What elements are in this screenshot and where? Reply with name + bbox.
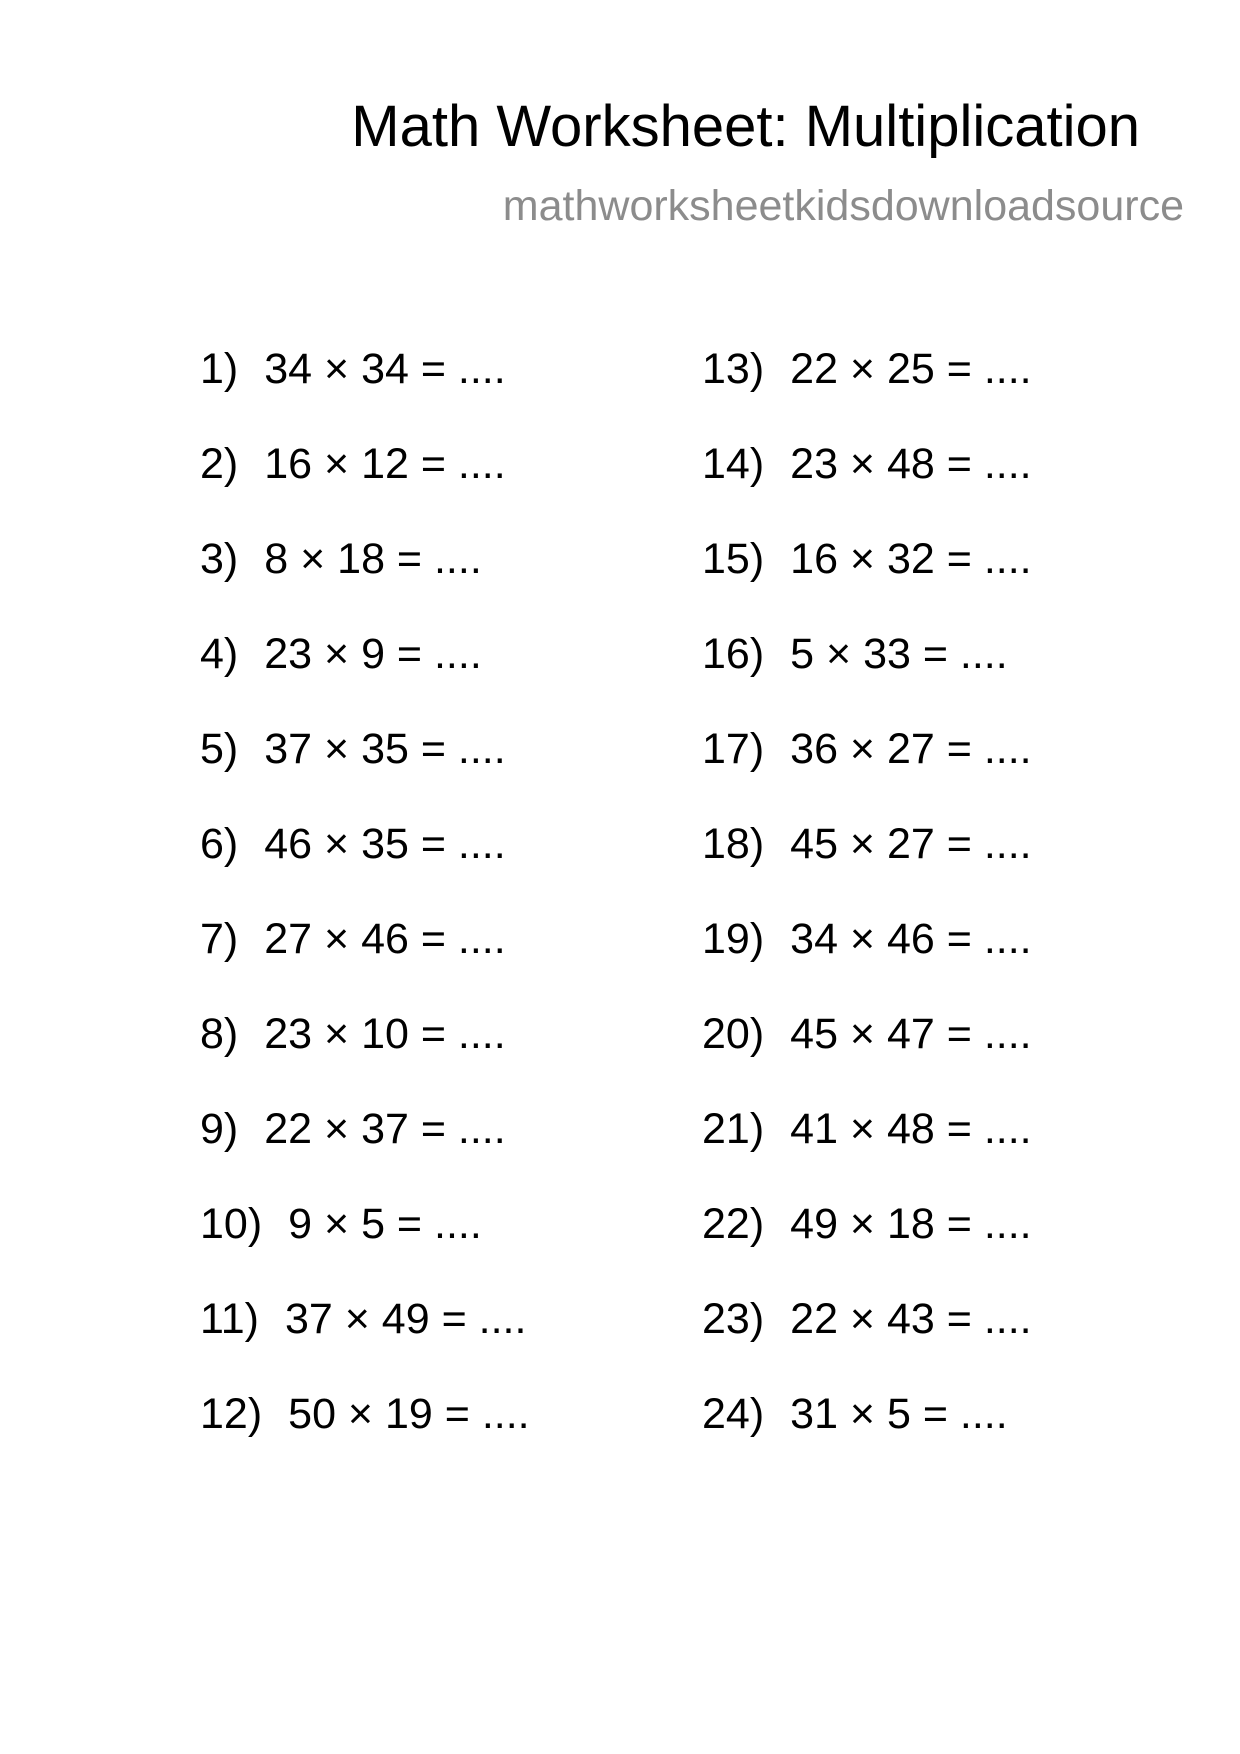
problem-number: 6) [200, 820, 239, 868]
problem-item [200, 1200, 530, 1298]
problem-item [200, 440, 530, 538]
problem-number: 8) [200, 1010, 239, 1058]
problem-item [702, 1390, 1032, 1488]
problem-expression: 34 × 34 = .... [264, 345, 506, 393]
problem-expression: 22 × 43 = .... [790, 1295, 1032, 1343]
problem-number: 17) [702, 725, 765, 773]
problem-expression: 22 × 37 = .... [264, 1105, 506, 1153]
problem-number: 24) [702, 1390, 765, 1438]
problem-item [702, 345, 1032, 443]
page-subtitle: mathworksheetkidsdownloadsource [502, 182, 1184, 230]
problem-expression: 31 × 5 = .... [790, 1390, 1008, 1438]
problem-expression: 9 × 5 = .... [288, 1200, 482, 1248]
problem-expression: 45 × 27 = .... [790, 820, 1032, 868]
problem-item [200, 725, 530, 823]
problem-item [200, 1390, 530, 1488]
page-title: Math Worksheet: Multiplication [351, 94, 1140, 159]
problem-expression: 41 × 48 = .... [790, 1105, 1032, 1153]
problem-number: 10) [200, 1200, 263, 1248]
problem-number: 4) [200, 630, 239, 678]
problem-item [702, 535, 1032, 633]
problem-item [702, 915, 1032, 1013]
problem-item [702, 820, 1032, 918]
problem-item [200, 1295, 530, 1393]
problem-number: 19) [702, 915, 765, 963]
problem-expression: 23 × 48 = .... [790, 440, 1032, 488]
problem-expression: 22 × 25 = .... [790, 345, 1032, 393]
problem-expression: 8 × 18 = .... [264, 535, 482, 583]
problem-expression: 34 × 46 = .... [790, 915, 1032, 963]
problem-expression: 16 × 32 = .... [790, 535, 1032, 583]
problem-item [702, 725, 1032, 823]
problem-number: 23) [702, 1295, 765, 1343]
problem-number: 11) [200, 1295, 259, 1343]
problem-item [702, 630, 1032, 728]
problem-number: 7) [200, 915, 239, 963]
problem-item [200, 820, 530, 918]
problem-expression: 36 × 27 = .... [790, 725, 1032, 773]
problem-expression: 27 × 46 = .... [264, 915, 506, 963]
problem-number: 13) [702, 345, 765, 393]
problem-number: 20) [702, 1010, 765, 1058]
problem-number: 12) [200, 1390, 263, 1438]
problem-item [200, 345, 530, 443]
problem-item [200, 1105, 530, 1203]
problem-number: 9) [200, 1105, 239, 1153]
problem-expression: 49 × 18 = .... [790, 1200, 1032, 1248]
problems-column-right [702, 345, 1032, 1488]
problem-number: 15) [702, 535, 765, 583]
problem-item [702, 1105, 1032, 1203]
problem-number: 3) [200, 535, 239, 583]
problem-item [200, 1010, 530, 1108]
problem-expression: 50 × 19 = .... [288, 1390, 530, 1438]
problem-item [200, 915, 530, 1013]
problem-item [702, 1295, 1032, 1393]
problem-item [702, 440, 1032, 538]
problem-number: 21) [702, 1105, 765, 1153]
problem-number: 16) [702, 630, 765, 678]
problem-expression: 46 × 35 = .... [264, 820, 506, 868]
problems-column-left [200, 345, 530, 1488]
problem-number: 1) [200, 345, 239, 393]
problem-expression: 37 × 35 = .... [264, 725, 506, 773]
problem-expression: 5 × 33 = .... [790, 630, 1008, 678]
problem-expression: 45 × 47 = .... [790, 1010, 1032, 1058]
problem-item [200, 535, 530, 633]
problem-number: 18) [702, 820, 765, 868]
problem-expression: 37 × 49 = .... [284, 1295, 527, 1343]
problem-number: 5) [200, 725, 239, 773]
problem-number: 2) [200, 440, 239, 488]
problem-item [702, 1200, 1032, 1298]
problem-item [200, 630, 530, 728]
problem-item [702, 1010, 1032, 1108]
problem-number: 22) [702, 1200, 765, 1248]
problem-expression: 23 × 9 = .... [264, 630, 482, 678]
problem-number: 14) [702, 440, 765, 488]
problem-expression: 16 × 12 = .... [264, 440, 506, 488]
problem-expression: 23 × 10 = .... [264, 1010, 506, 1058]
